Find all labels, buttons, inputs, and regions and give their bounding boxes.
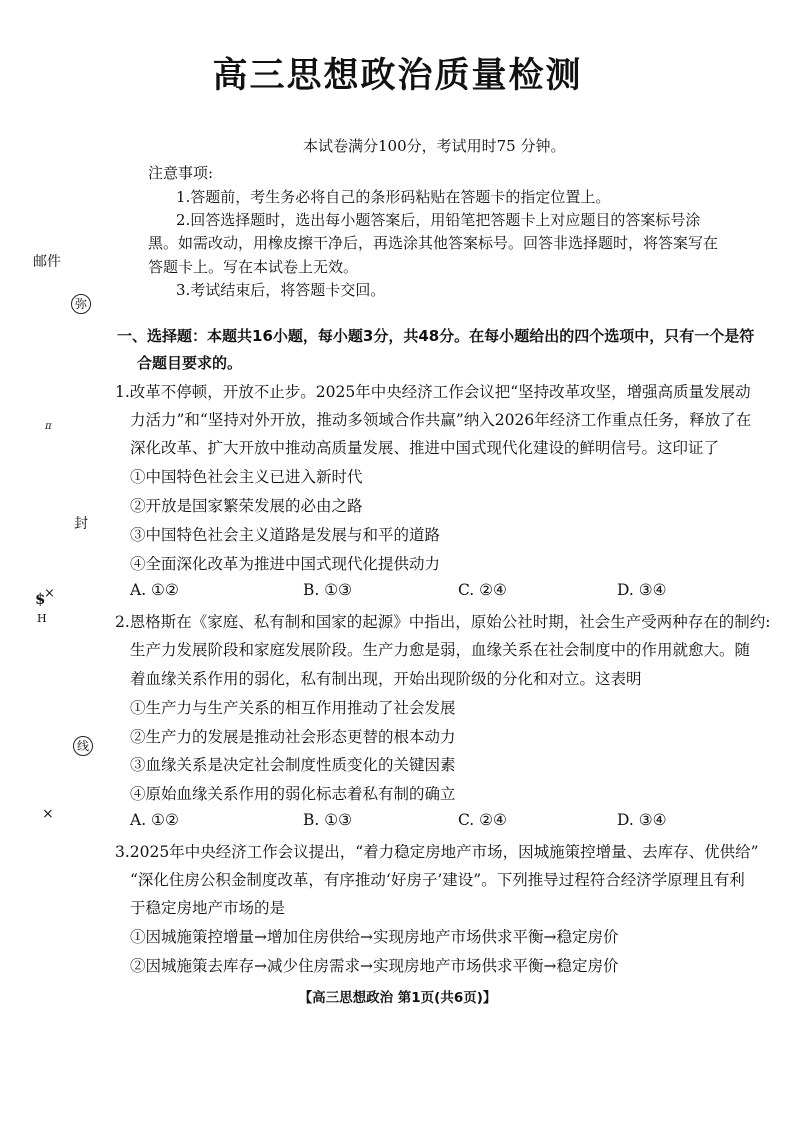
q2-item-2: ②生产力的发展是推动社会形态更替的根本动力 xyxy=(130,728,456,746)
margin-h-mark: H xyxy=(37,612,47,625)
q2-option-a: A. ①② xyxy=(130,811,179,829)
q2-option-b: B. ①③ xyxy=(303,811,353,829)
section-heading-line-2: 合题目要求的。 xyxy=(137,354,243,372)
margin-mi-char: 弥 xyxy=(71,294,91,314)
margin-x-mark: × xyxy=(44,586,55,601)
q3-stem-line-3: 于稳定房地产市场的是 xyxy=(130,899,286,917)
q2-item-3: ③血缘关系是决定社会制度性质变化的关键因素 xyxy=(130,756,456,774)
q2-stem-line-3: 着血缘关系作用的弱化，私有制出现，开始出现阶级的分化和对立。这表明 xyxy=(130,670,642,688)
notice-line-4: 答题卡上。写在本试卷上无效。 xyxy=(148,258,359,276)
q1-option-b: B. ①③ xyxy=(303,581,353,599)
q1-option-c: C. ②④ xyxy=(458,581,507,599)
q2-item-4: ④原始血缘关系作用的弱化标志着私有制的确立 xyxy=(130,785,456,803)
q3-stem-line-2: “深化住房公积金制度改革，有序推动‘好房子’建设”。下列推导过程符合经济学原理且有利 xyxy=(130,871,745,889)
exam-info: 本试卷满分100分，考试用时75 分钟。 xyxy=(303,137,566,155)
q1-item-3: ③中国特色社会主义道路是发展与和平的道路 xyxy=(130,526,441,544)
q2-stem-line-1: 2.恩格斯在《家庭、私有制和国家的起源》中指出，原始公社时期，社会生产受两种存在的制约: xyxy=(115,613,771,631)
notice-line-3: 黑。如需改动，用橡皮擦干净后，再选涂其他答案标号。回答非选择题时，将答案写在 xyxy=(148,234,719,252)
q3-item-1: ①因城施策控增量→增加住房供给→实现房地产市场供求平衡→稳定房价 xyxy=(130,928,619,946)
page-footer: 【高三思想政治 第1页(共6页)】 xyxy=(298,990,497,1006)
section-heading-line-1: 一、选择题：本题共16小题，每小题3分，共48分。在每小题给出的四个选项中，只有一个是符 xyxy=(117,327,755,345)
q2-option-c: C. ②④ xyxy=(458,811,507,829)
q1-stem-line-1: 1.改革不停顿，开放不止步。2025年中央经济工作会议把“坚持改革攻坚，增强高质量发展动 xyxy=(115,383,751,401)
q2-item-1: ①生产力与生产关系的相互作用推动了社会发展 xyxy=(130,699,456,717)
q1-item-4: ④全面深化改革为推进中国式现代化提供动力 xyxy=(130,555,441,573)
margin-feng: 封 xyxy=(74,516,88,532)
margin-seal-xian xyxy=(73,735,93,756)
q3-item-2: ②因城施策去库存→减少住房需求→实现房地产市场供求平衡→稳定房价 xyxy=(130,957,619,975)
notice-line-1: 1.答题前，考生务必将自己的条形码粘贴在答题卡的指定位置上。 xyxy=(176,188,611,206)
q1-option-a: A. ①② xyxy=(130,581,179,599)
q1-option-d: D. ③④ xyxy=(617,581,667,599)
margin-xian-char: 线 xyxy=(73,736,93,756)
q1-item-2: ②开放是国家繁荣发展的必由之路 xyxy=(130,497,363,515)
margin-cross-mark: × xyxy=(42,806,54,822)
notice-line-2: 2.回答选择题时，选出每小题答案后，用铅笔把答题卡上对应题目的答案标号涂 xyxy=(176,211,701,229)
margin-pi-mark: π xyxy=(45,421,52,432)
q1-stem-line-3: 深化改革、扩大开放中推动高质量发展、推进中国式现代化建设的鲜明信号。这印证了 xyxy=(130,439,720,457)
q1-item-1: ①中国特色社会主义已进入新时代 xyxy=(130,468,363,486)
margin-mail-label: 邮件 xyxy=(33,254,61,270)
notice-line-5: 3.考试结束后，将答题卡交回。 xyxy=(176,281,386,299)
q2-option-d: D. ③④ xyxy=(617,811,667,829)
page-title: 高三思想政治质量检测 xyxy=(212,56,583,96)
q3-stem-line-1: 3.2025年中央经济工作会议提出，“着力稳定房地产市场，因城施策控增量、去库存、优供给” xyxy=(115,843,759,861)
q2-stem-line-2: 生产力发展阶段和家庭发展阶段。生产力愈是弱，血缘关系在社会制度中的作用就愈大。随 xyxy=(130,641,751,659)
q1-stem-line-2: 力活力”和“坚持对外开放，推动多领域合作共赢”纳入2026年经济工作重点任务，释放了在 xyxy=(130,411,752,429)
margin-s-mark: $ xyxy=(35,590,46,608)
margin-seal-mi xyxy=(71,293,91,314)
notice-heading: 注意事项: xyxy=(148,164,214,182)
